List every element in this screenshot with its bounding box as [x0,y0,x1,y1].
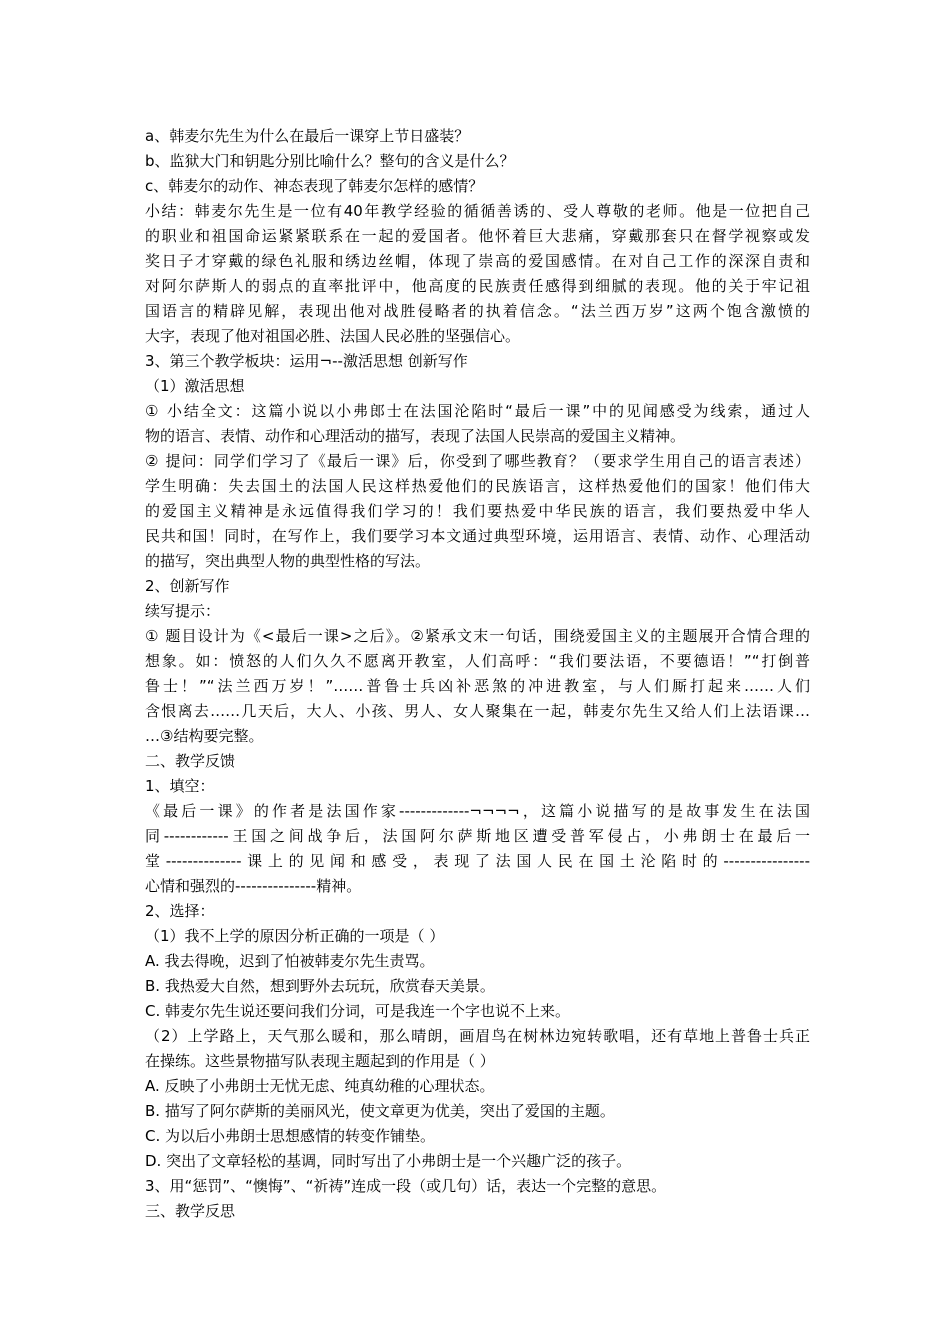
paragraph-line: 的描写，突出典型人物的典型性格的写法。 [145,552,431,570]
paragraph-line: 鲁士！”“法兰西万岁！”……普鲁士兵凶补恶煞的冲进教室，与人们厮打起来……人们 [145,677,810,695]
paragraph-line: 含恨离去……几天后，大人、小孩、男人、女人聚集在一起，韩麦尔先生又给人们上法语课… [145,702,810,720]
choice-option: C. 韩麦尔先生说还要问我们分词，可是我连一个字也说不上来。 [145,1002,571,1020]
subheading-activate: （1）激活思想 [145,377,245,395]
fill-blank-line: 心情和强烈的---------------精神。 [145,877,362,895]
subheading-writing: 2、创新写作 [145,577,230,595]
summary-line: 对阿尔萨斯人的弱点的直率批评中，他高度的民族责任感得到细腻的表现。他的关于牢记祖 [145,277,810,295]
choice-option: A. 反映了小弗朗士无忧无虑、纯真幼稚的心理状态。 [145,1077,495,1095]
choice-question-1: （1）我不上学的原因分析正确的一项是（ ） [145,927,445,945]
summary-line: 国语言的精辟见解，表现出他对战胜侵略者的执着信念。“法兰西万岁”这两个饱含激愤的 [145,302,810,320]
question-3: 3、用“惩罚”、“懊悔”、“祈祷”连成一段（或几句）话，表达一个完整的意思。 [145,1177,667,1195]
summary-line: 小结：韩麦尔先生是一位有40年教学经验的循循善诱的、受人尊敬的老师。他是一位把自己 [145,202,810,220]
question-b: b、监狱大门和钥匙分别比喻什么？整句的含义是什么？ [145,152,515,170]
fill-blank-line: 《最后一课》的作者是法国作家-------------¬¬¬¬，这篇小说描写的是故事发生在法国 [145,802,810,820]
paragraph-line: ① 小结全文：这篇小说以小弗郎士在法国沦陷时“最后一课”中的见闻感受为线索，通过人 [145,402,810,420]
paragraph-line: 民共和国！同时，在写作上，我们要学习本文通过典型环境，运用语言、表情、动作、心理活动 [145,527,810,545]
choice-option: A. 我去得晚，迟到了怕被韩麦尔先生责骂。 [145,952,435,970]
fill-blank-line: 同------------王国之间战争后，法国阿尔萨斯地区遭受普军侵占，小弗朗士在最后一 [145,827,810,845]
document-body [145,124,810,1224]
fill-blank-line: 堂--------------课上的见闻和感受，表现了法国人民在国土沦陷时的---------------- [145,852,810,870]
paragraph-line: 想象。如：愤怒的人们久久不愿离开教室，人们高呼：“我们要法语，不要德语！”“打倒普 [145,652,810,670]
paragraph-line: 物的语言、表情、动作和心理活动的描写，表现了法国人民崇高的爱国主义精神。 [145,427,686,445]
subheading-hints: 续写提示： [145,602,221,620]
paragraph-line: …③结构要完整。 [145,727,264,745]
paragraph-line: ① 题目设计为《<最后一课>之后》。②紧承文末一句话，围绕爱国主义的主题展开合情合理的 [145,627,810,645]
paragraph-line: ② 提问：同学们学习了《最后一课》后，你受到了哪些教育？（要求学生用自己的语言表述） [145,452,810,470]
summary-line: 奖日子才穿戴的绿色礼服和绣边丝帽，体现了崇高的爱国感情。在对自己工作的深深自责和 [145,252,810,270]
section-heading-feedback: 二、教学反馈 [145,752,236,770]
choice-option: B. 描写了阿尔萨斯的美丽风光，使文章更为优美，突出了爱国的主题。 [145,1102,615,1120]
choice-option: C. 为以后小弗朗士思想感情的转变作铺垫。 [145,1127,436,1145]
choice-option: B. 我热爱大自然，想到野外去玩玩，欣赏春天美景。 [145,977,495,995]
choice-option: D. 突出了文章轻松的基调，同时写出了小弗朗士是一个兴趣广泛的孩子。 [145,1152,632,1170]
question-c: c、韩麦尔的动作、神态表现了韩麦尔怎样的感情？ [145,177,484,195]
section-heading-reflection: 三、教学反思 [145,1202,236,1220]
choice-question-2: （2）上学路上，天气那么暖和，那么晴朗，画眉鸟在树林边宛转歌唱，还有草地上普鲁士兵正 [145,1027,810,1045]
paragraph-line: 的爱国主义精神是永远值得我们学习的！我们要热爱中华民族的语言，我们要热爱中华人 [145,502,810,520]
choice-question-2: 在操练。这些景物描写队表现主题起到的作用是（ ） [145,1052,495,1070]
section-heading-3: 3、第三个教学板块：运用¬--激活思想 创新写作 [145,352,468,370]
subheading-choice: 2、选择： [145,902,215,920]
summary-line: 的职业和祖国命运紧紧联系在一起的爱国者。他怀着巨大悲痛，穿戴那套只在督学视察或发 [145,227,810,245]
summary-line: 大字，表现了他对祖国必胜、法国人民必胜的坚强信心。 [145,327,521,345]
subheading-fill-blank: 1、填空： [145,777,215,795]
question-a: a、韩麦尔先生为什么在最后一课穿上节日盛装？ [145,127,470,145]
paragraph-line: 学生明确：失去国土的法国人民这样热爱他们的民族语言，这样热爱他们的国家！他们伟大 [145,477,810,495]
